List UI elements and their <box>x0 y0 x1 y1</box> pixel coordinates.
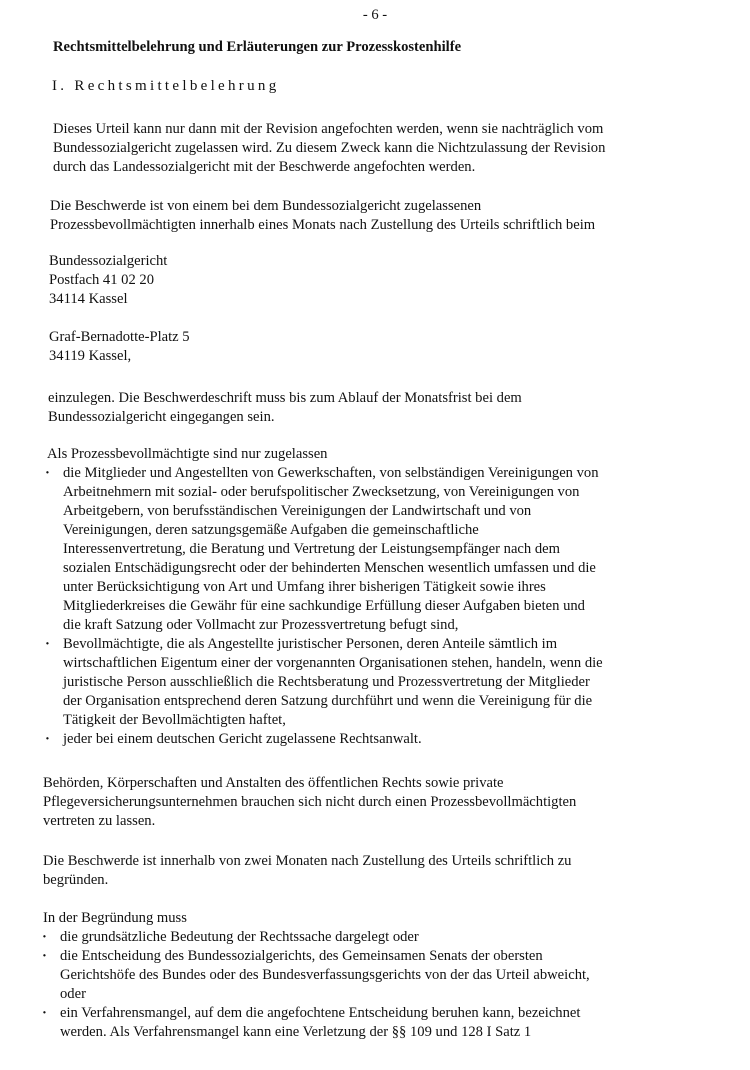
text-line: Arbeitgebern, von berufsständischen Vereinigungen der Landwirtschaft und von <box>63 503 532 519</box>
list-item <box>63 730 693 749</box>
text-line: oder <box>60 986 86 1002</box>
text-line: Arbeitnehmern mit sozial- oder berufspolitischer Zwecksetzung, von Vereinigungen von <box>63 484 580 500</box>
text-line: einzulegen. Die Beschwerdeschrift muss bis zum Ablauf der Monatsfrist bei dem <box>48 390 522 406</box>
text-line: · die Entscheidung des Bundessozialgerichts, des Gemeinsamen Senats der obersten <box>60 948 543 964</box>
text-line: Pflegeversicherungsunternehmen brauchen sich nicht durch einen Prozessbevollmächtigten <box>43 794 577 810</box>
address-street <box>49 328 190 366</box>
address-line: 34114 Kassel <box>49 291 128 307</box>
paragraph-einzulegen <box>48 389 648 427</box>
text-line: vertreten zu lassen. <box>43 813 156 829</box>
text-line: Vereinigungen, deren satzungsgemäße Aufgaben die gemeinschaftliche <box>63 522 479 538</box>
text-line: sozialen Entschädigungsrecht oder der behinderten Menschen wesentlich umfassen und die <box>63 560 596 576</box>
text-line: Behörden, Körperschaften und Anstalten des öffentlichen Rechts sowie private <box>43 775 504 791</box>
address-line: Bundessozialgericht <box>49 253 168 269</box>
text-line: · die grundsätzliche Bedeutung der Rechtssache dargelegt oder <box>60 929 419 945</box>
text-line: unter Berücksichtigung von Art und Umfang ihrer bisherigen Tätigkeit sowie ihres <box>63 579 546 595</box>
text-line: · die Mitglieder und Angestellten von Gewerkschaften, von selbständigen Vereinigungen von <box>63 465 599 481</box>
document-heading: Rechtsmittelbelehrung und Erläuterungen zur Prozesskostenhilfe <box>53 39 462 55</box>
text-line: Die Beschwerde ist von einem bei dem Bundessozialgericht zugelassenen <box>50 198 482 214</box>
representatives-list <box>63 464 693 749</box>
text-line: wirtschaftlichen Eigentum einer der vorgenannten Organisationen stehen, handeln, wenn die <box>63 655 603 671</box>
address-line: Graf-Bernadotte-Platz 5 <box>49 329 190 345</box>
text-line: der Organisation entsprechend deren Satzung durchführt und wenn die Vereinigung für die <box>63 693 593 709</box>
text-line: Bundessozialgericht eingegangen sein. <box>48 409 275 425</box>
text-line: Gerichtshöfe des Bundes oder des Bundesverfassungsgerichts von der das Urteil abweicht, <box>60 967 590 983</box>
text-line: Dieses Urteil kann nur dann mit der Revision angefochten werden, wenn sie nachträglich vom <box>53 121 604 137</box>
paragraph-revision <box>53 120 693 177</box>
paragraph-begruendung-frist <box>43 852 683 890</box>
text-line: Interessenvertretung, die Beratung und Vertretung der Leistungsempfänger nach dem <box>63 541 560 557</box>
text-line: werden. Als Verfahrensmangel kann eine Verletzung der §§ 109 und 128 I Satz 1 <box>60 1024 532 1040</box>
representatives-intro: Als Prozessbevollmächtigte sind nur zugelassen <box>47 446 328 462</box>
list-item <box>63 464 693 635</box>
text-line: begründen. <box>43 872 109 888</box>
text-line: Die Beschwerde ist innerhalb von zwei Monaten nach Zustellung des Urteils schriftlich zu <box>43 853 572 869</box>
address-line: 34119 Kassel, <box>49 348 132 364</box>
section-title: I. Rechtsmittelbelehrung <box>52 78 280 94</box>
begruendung-list <box>60 928 700 1042</box>
text-line: Prozessbevollmächtigten innerhalb eines Monats nach Zustellung des Urteils schriftlich beim <box>50 217 596 233</box>
text-line: Bundessozialgericht zugelassen wird. Zu diesem Zweck kann die Nichtzulassung der Revision <box>53 140 606 156</box>
begruendung-intro: In der Begründung muss <box>43 910 187 926</box>
text-line: · Bevollmächtigte, die als Angestellte juristischer Personen, deren Anteile sämtlich im <box>63 636 558 652</box>
text-line: die kraft Satzung oder Vollmacht zur Prozessvertretung befugt sind, <box>63 617 459 633</box>
text-line: Mitgliederkreises die Gewähr für eine sachkundige Erfüllung dieser Aufgaben bieten und <box>63 598 585 614</box>
list-item <box>60 1004 700 1042</box>
text-line: · jeder bei einem deutschen Gericht zugelassene Rechtsanwalt. <box>63 731 422 747</box>
address-line: Postfach 41 02 20 <box>49 272 154 288</box>
page-number: - 6 - <box>362 7 388 23</box>
paragraph-behoerden <box>43 774 683 831</box>
text-line: juristische Person ausschließlich die Rechtsberatung und Prozessvertretung der Mitglieder <box>63 674 590 690</box>
text-line: Tätigkeit der Bevollmächtigten haftet, <box>63 712 286 728</box>
list-item <box>60 928 700 947</box>
list-item <box>63 635 693 730</box>
paragraph-beschwerde <box>50 197 700 235</box>
address-postfach <box>49 252 167 309</box>
text-line: durch das Landessozialgericht mit der Beschwerde angefochten werden. <box>53 159 476 175</box>
list-item <box>60 947 700 1004</box>
text-line: · ein Verfahrensmangel, auf dem die angefochtene Entscheidung beruhen kann, bezeichnet <box>60 1005 581 1021</box>
